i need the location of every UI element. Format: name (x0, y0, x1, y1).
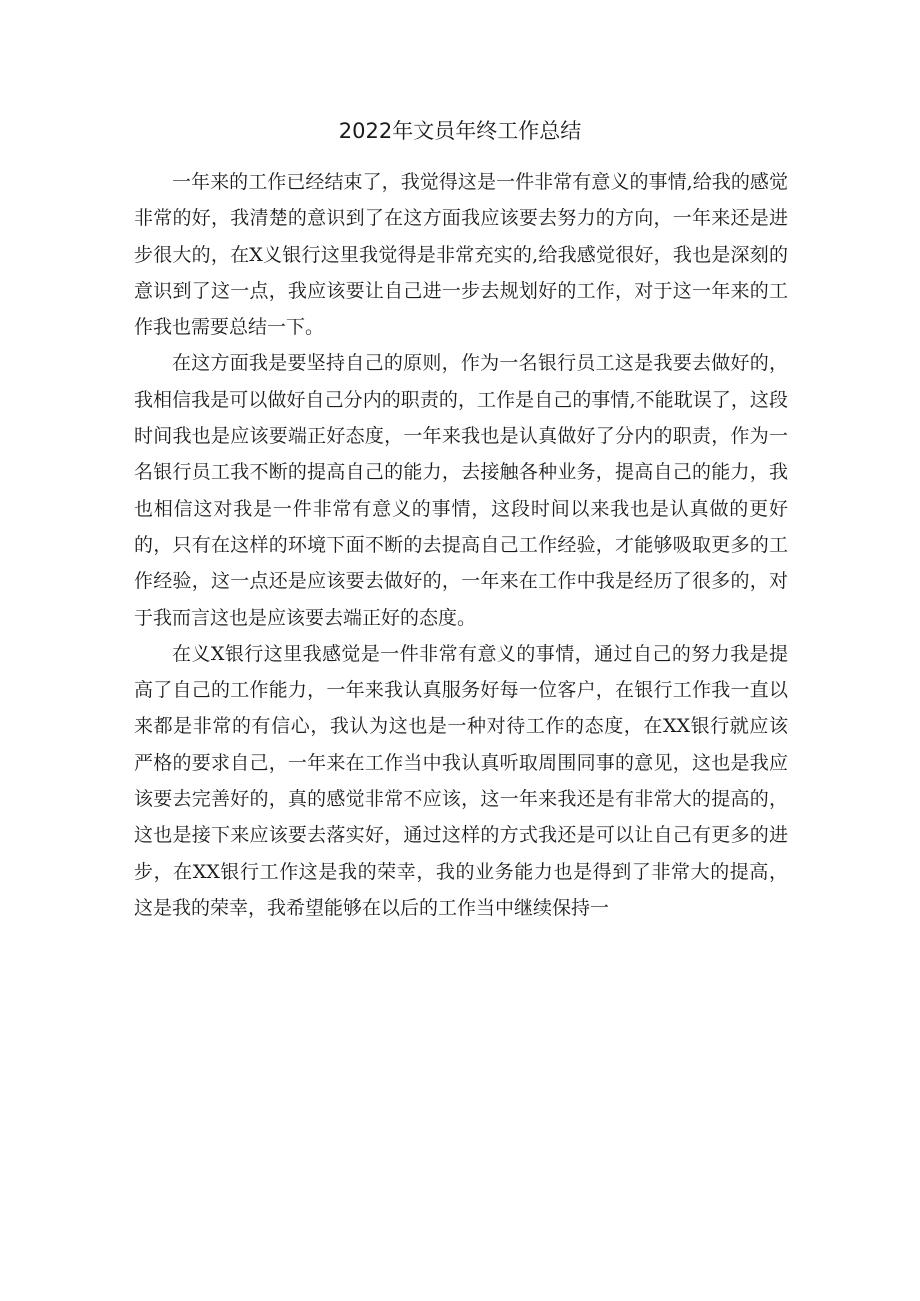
document-body (134, 164, 788, 926)
document-title: 2022年文员年终工作总结 (338, 119, 582, 143)
paragraph-3: 在义X银行这里我感觉是一件非常有意义的事情，通过自己的努力我是提高了自己的工作能力，一年来我认真服务好每一位客户，在银行工作我一直以来都是非常的有信心，我认为这也是一种对待工作的态度，在XX银行就应该严格的要求自己，一年来在工作当中我认真听取周围同事的意见，这也是我应该要去完善好的，真的感觉非常不应该，这一年来我还是有非常大的提高的，这也是接下来应该要去落实好，通过这样的方式我还是可以让自己有更多的进步，在XX银行工作这是我的荣幸，我的业务能力也是得到了非常大的提高，这是我的荣幸，我希望能够在以后的工作当中继续保持一 (134, 642, 788, 919)
paragraph-2: 在这方面我是要坚持自己的原则，作为一名银行员工这是我要去做好的，我相信我是可以做好自己分内的职责的，工作是自己的事情,不能耽误了，这段时间我也是应该要端正好态度，一年来我也是认真做好了分内的职责，作为一名银行员工我不断的提高自己的能力，去接触各种业务，提高自己的能力，我也相信这对我是一件非常有意义的事情，这段时间以来我也是认真做的更好的，只有在这样的环境下面不断的去提高自己工作经验，才能够吸取更多的工作经验，这一点还是应该要去做好的，一年来在工作中我是经历了很多的，对于我而言这也是应该要去端正好的态度。 (134, 352, 788, 629)
paragraph-1: 一年来的工作已经结束了，我觉得这是一件非常有意义的事情,给我的感觉非常的好，我清楚的意识到了在这方面我应该要去努力的方向，一年来还是进步很大的，在X义银行这里我觉得是非常充实的,给我感觉很好，我也是深刻的意识到了这一点，我应该要让自己进一步去规划好的工作，对于这一年来的工作我也需要总结一下。 (134, 171, 788, 339)
